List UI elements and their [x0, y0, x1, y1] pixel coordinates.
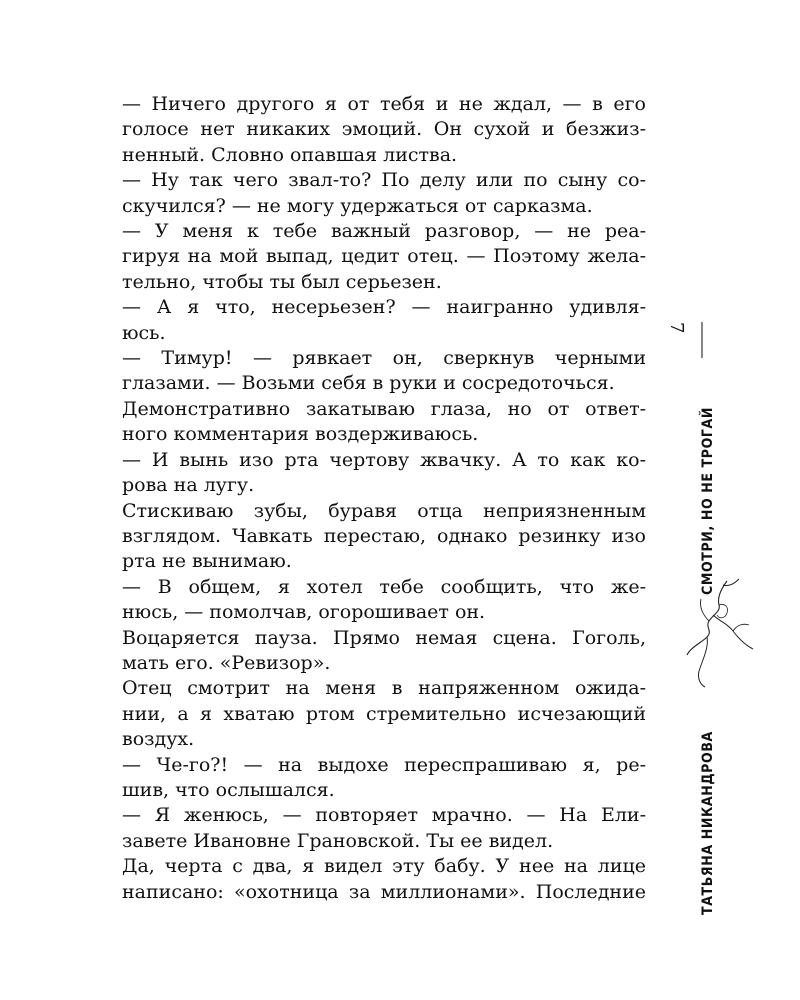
- text-line: мать его. «Ревизор».: [122, 651, 331, 674]
- text-line: шив, что ослышался.: [122, 778, 335, 801]
- text-line: Воцаряется пауза. Прямо немая сцена. Гоголь,: [122, 626, 646, 649]
- text-line: — А я что, несерьезен? — наигранно удивля-: [122, 296, 646, 319]
- page-number: 7: [666, 322, 687, 334]
- author-name: ТАТЬЯНА НИКАНДРОВА: [700, 731, 716, 915]
- text-line: Демонстративно закатываю глаза, но от ответ-: [122, 397, 646, 420]
- text-line: — Я женюсь, — повторяет мрачно. — На Ели-: [122, 804, 646, 827]
- body-text: [122, 92, 646, 905]
- text-line: гируя на мой выпад, цедит отец. — Поэтому жела-: [122, 245, 646, 268]
- text-line: — Ничего другого я от тебя и не ждал, — в его: [122, 93, 646, 115]
- text-line: голосе нет никаких эмоций. Он сухой и безжиз-: [122, 118, 646, 141]
- text-line: — У меня к тебе важный разговор, — не реа-: [122, 220, 646, 243]
- text-line: тельно, чтобы ты был серьезен.: [122, 270, 442, 293]
- text-line: рта не вынимаю.: [122, 550, 292, 573]
- text-line: ненный. Словно опавшая листва.: [122, 143, 458, 166]
- text-line: глазами. — Возьми себя в руки и сосредоточься.: [122, 372, 615, 395]
- text-line: Стискиваю зубы, буравя отца неприязненным: [122, 499, 646, 522]
- ornament-signature-icon: [683, 575, 763, 690]
- text-line: воздух.: [122, 728, 195, 751]
- text-line: взглядом. Чавкать перестаю, однако резинку изо: [122, 524, 646, 547]
- text-line: Да, черта с два, я видел эту бабу. У нее на лице: [122, 855, 646, 878]
- text-line: — И вынь изо рта чертову жвачку. А то как ко-: [122, 448, 646, 471]
- text-line: — Тимур! — рявкает он, сверкнув черными: [122, 347, 646, 370]
- text-line: скучился? — не могу удержаться от сарказма.: [122, 194, 593, 217]
- text-line: ного комментария воздерживаюсь.: [122, 423, 479, 446]
- text-line: завете Ивановне Грановской. Ты ее видел.: [122, 829, 554, 852]
- running-title: СМОТРИ, НО НЕ ТРОГАЙ: [700, 406, 716, 595]
- text-line: Отец смотрит на меня в напряженном ожида-: [122, 677, 646, 700]
- text-line: написано: «охотница за миллионами». Последние: [122, 880, 646, 903]
- text-line: нии, а я хватаю ртом стремительно исчезающий: [122, 702, 646, 725]
- text-line: рова на лугу.: [122, 474, 255, 497]
- page-number-rule: [700, 320, 716, 360]
- text-line: нюсь, — помолчав, огорошивает он.: [122, 601, 486, 624]
- text-line: — В общем, я хотел тебе сообщить, что же-: [122, 575, 646, 598]
- text-line: — Че-го?! — на выдохе переспрашиваю я, ре-: [122, 753, 646, 776]
- text-line: — Ну так чего звал-то? По делу или по сыну со-: [122, 169, 646, 192]
- text-line: юсь.: [122, 321, 166, 344]
- page-number-box: [700, 320, 716, 360]
